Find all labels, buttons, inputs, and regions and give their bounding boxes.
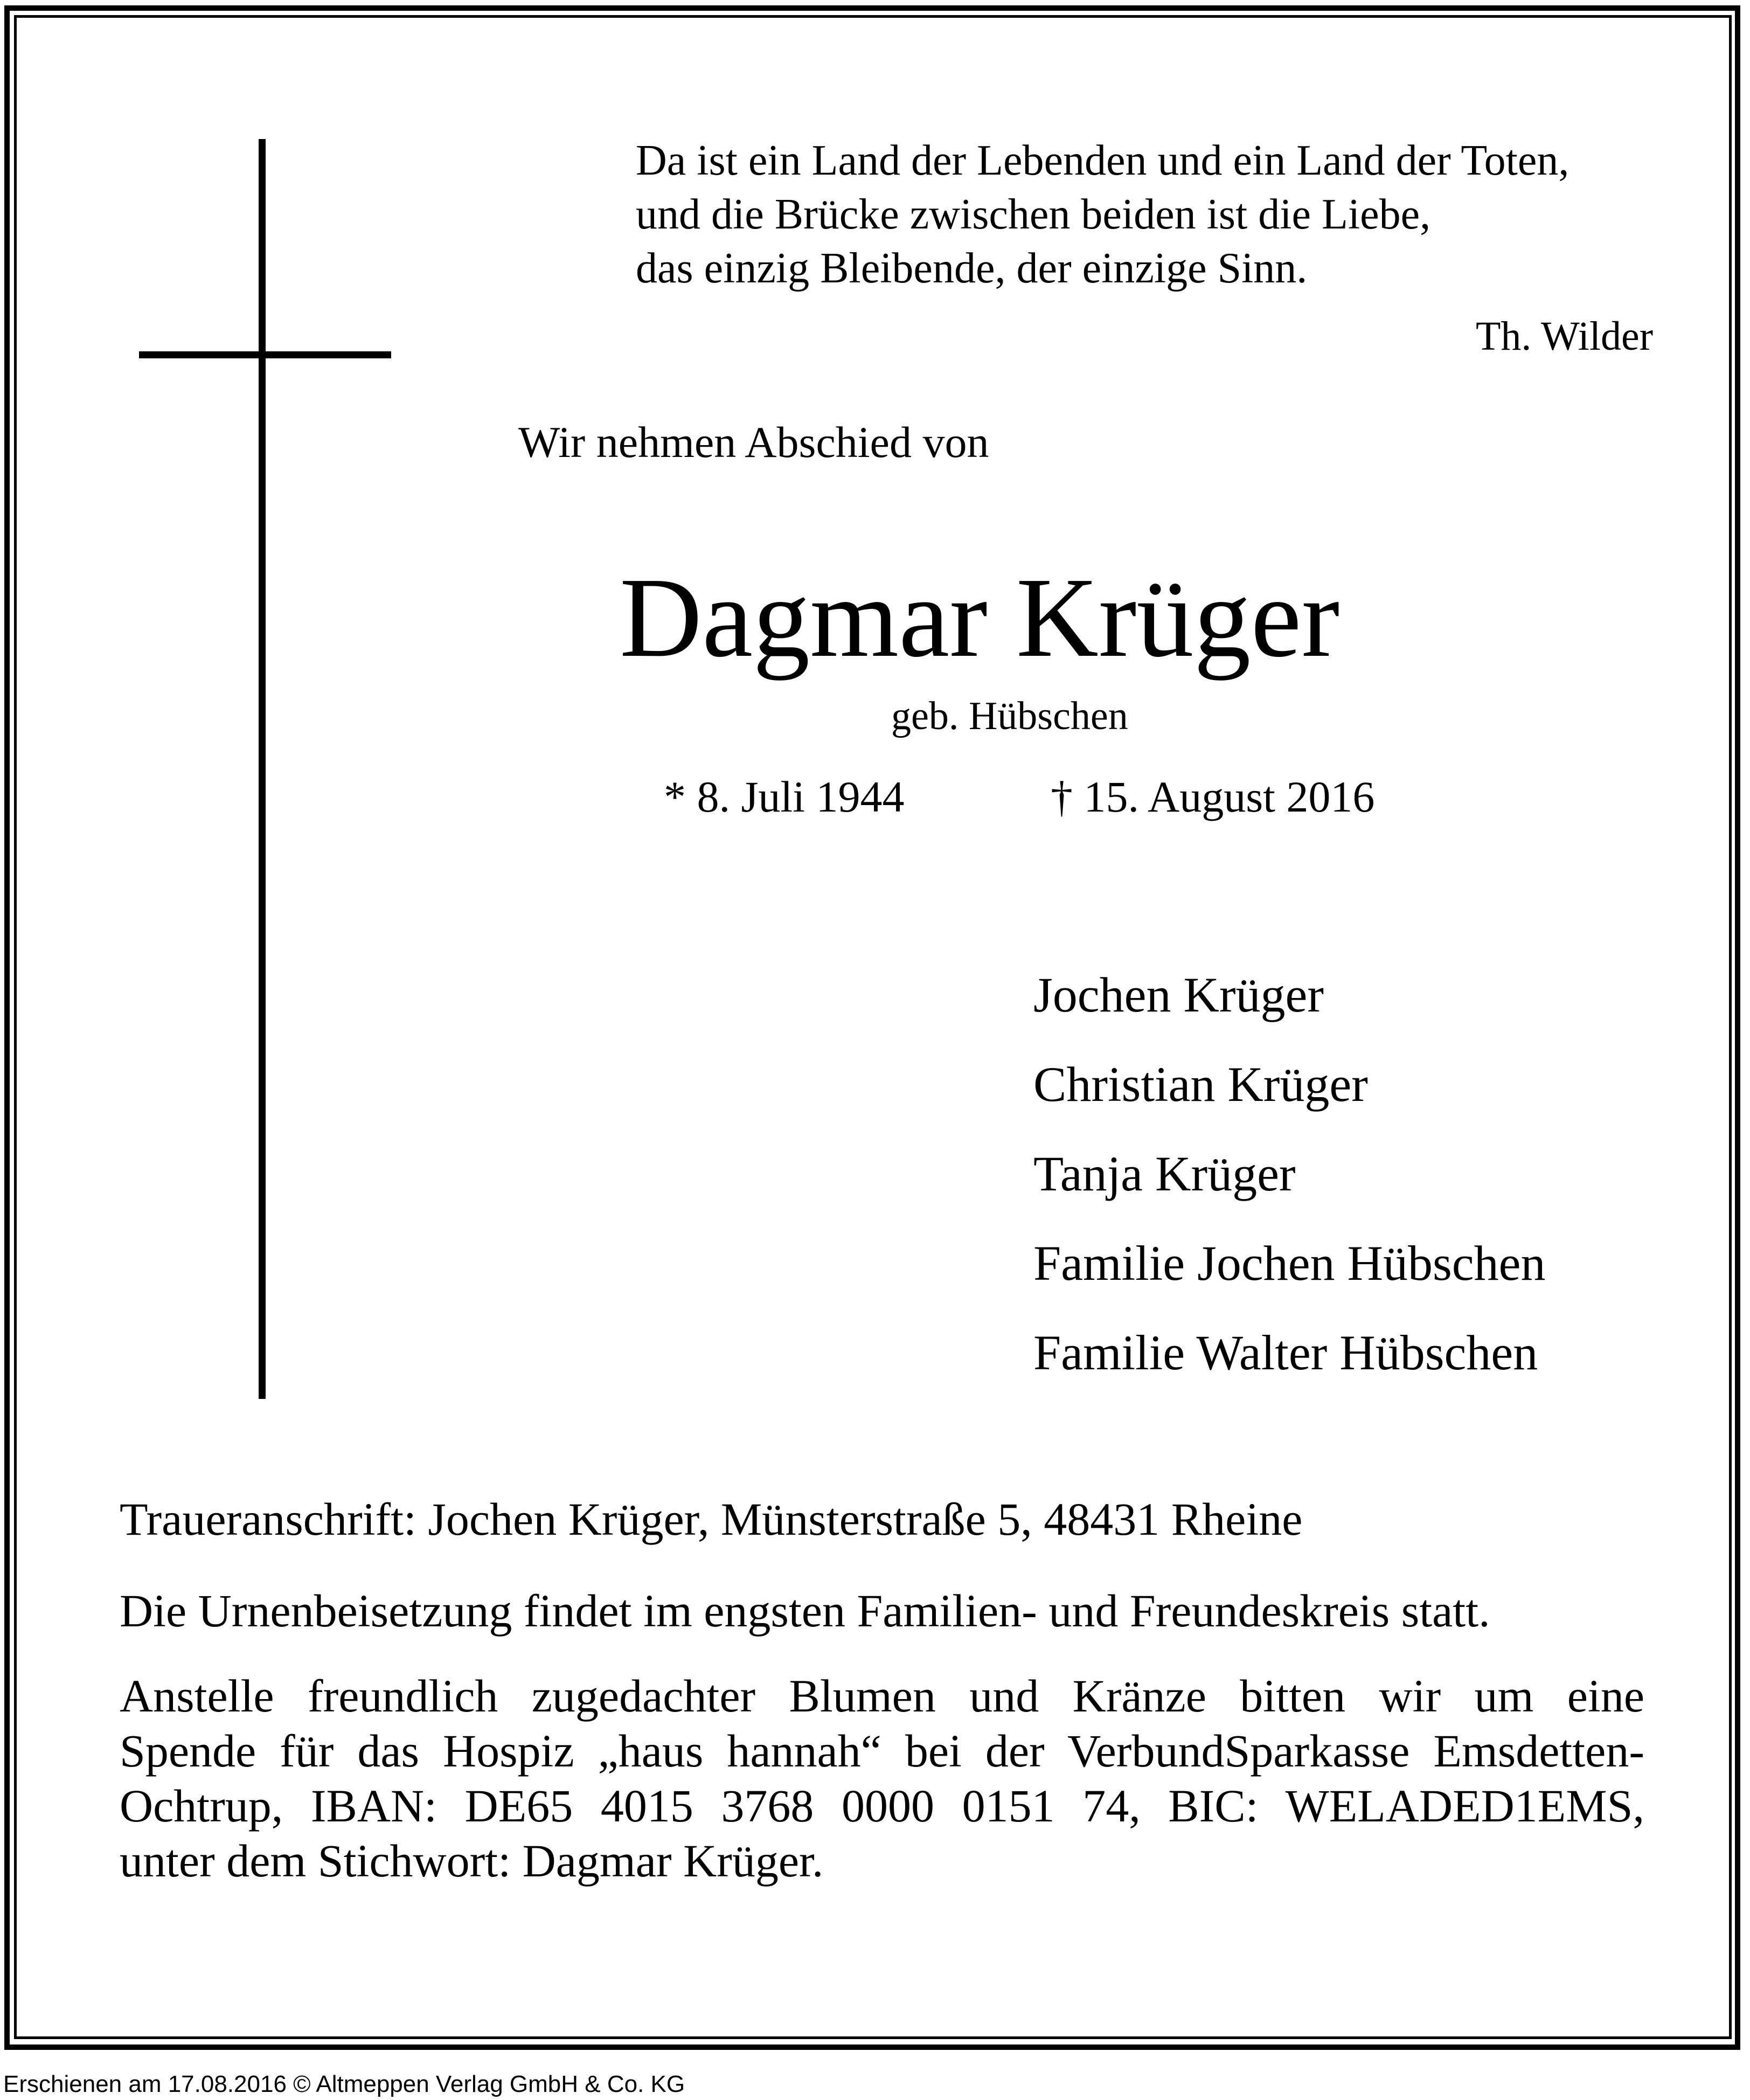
deceased-name: Dagmar Krüger bbox=[620, 554, 1340, 681]
quote-line-3: das einzig Bleibende, der einzige Sinn. bbox=[636, 245, 1308, 292]
quote-author: Th. Wilder bbox=[1475, 314, 1653, 359]
mourner-1: Jochen Krüger bbox=[1033, 967, 1324, 1022]
maiden-name: geb. Hübschen bbox=[891, 694, 1128, 738]
intro-text: Wir nehmen Abschied von bbox=[518, 418, 989, 467]
mourner-2: Christian Krüger bbox=[1033, 1057, 1368, 1112]
birth-date: * 8. Juli 1944 bbox=[664, 772, 905, 821]
mourner-5: Familie Walter Hübschen bbox=[1033, 1325, 1538, 1380]
mourner-3: Tanja Krüger bbox=[1033, 1146, 1296, 1201]
death-date: † 15. August 2016 bbox=[1051, 772, 1375, 821]
burial-note: Die Urnenbeisetzung findet im engsten Familien- und Freundeskreis statt. bbox=[120, 1585, 1490, 1637]
mourning-address: Traueranschrift: Jochen Krüger, Münsterstraße 5, 48431 Rheine bbox=[120, 1493, 1303, 1545]
donation-line-1: Anstelle freundlich zugedachter Blumen und Kränze bitten wir um eine bbox=[120, 1670, 1644, 1722]
donation-line-3: Ochtrup, IBAN: DE65 4015 3768 0000 0151 74, BIC: WELADED1EMS, bbox=[120, 1780, 1644, 1832]
mourner-4: Familie Jochen Hübschen bbox=[1033, 1236, 1546, 1291]
quote-line-1: Da ist ein Land der Lebenden und ein Land der Toten, bbox=[636, 137, 1570, 184]
donation-line-4: unter dem Stichwort: Dagmar Krüger. bbox=[120, 1835, 824, 1887]
cross-icon-vertical-bar bbox=[259, 139, 266, 1399]
publication-footer: Erschienen am 17.08.2016 © Altmeppen Verlag GmbH & Co. KG bbox=[3, 2071, 685, 2097]
cross-icon-horizontal-bar bbox=[139, 351, 391, 358]
quote-line-2: und die Brücke zwischen beiden ist die Liebe, bbox=[636, 191, 1431, 238]
donation-line-2: Spende für das Hospiz „haus hannah“ bei der VerbundSparkasse Emsdetten- bbox=[120, 1725, 1644, 1777]
